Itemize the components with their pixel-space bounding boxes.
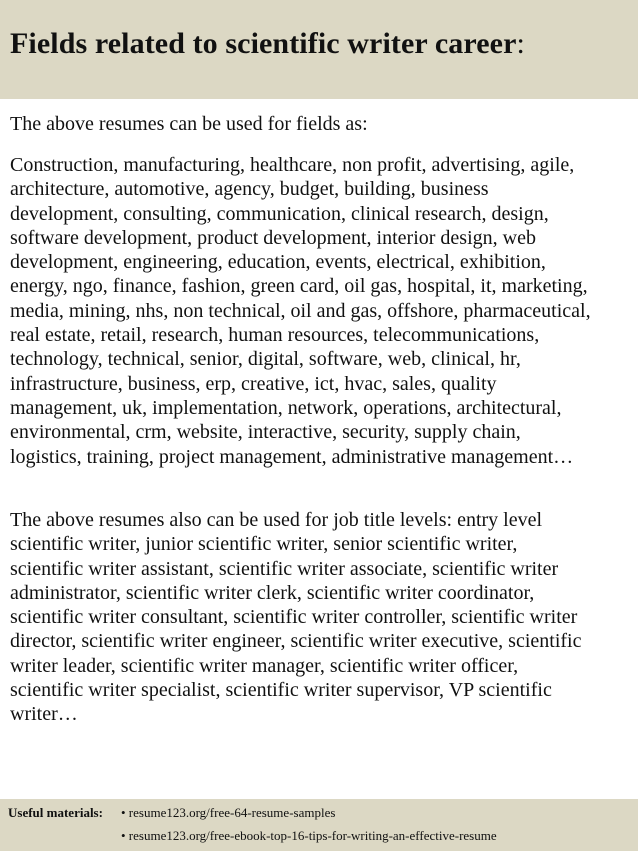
intro-text: The above resumes can be used for fields as: <box>10 113 368 135</box>
page-title: Fields related to scientific writer career: <box>10 27 525 60</box>
levels-line: The above resumes also can be used for job title levels: entry level <box>10 509 543 531</box>
fields-line: technology, technical, senior, digital, software, web, clinical, hr, <box>10 348 521 371</box>
job-levels-paragraph <box>10 508 635 727</box>
levels-line: scientific writer consultant, scientific writer controller, scientific writer <box>10 606 578 629</box>
fields-line: development, engineering, education, events, electrical, exhibition, <box>10 251 546 274</box>
levels-line: writer… <box>10 703 78 726</box>
fields-line: infrastructure, business, erp, creative, ict, hvac, sales, quality <box>10 372 497 395</box>
levels-line: scientific writer, junior scientific writer, senior scientific writer, <box>10 533 518 556</box>
ebook-tips-link[interactable]: • resume123.org/free-ebook-top-16-tips-for-writing-an-effective-resume <box>121 828 497 843</box>
fields-line: energy, ngo, finance, fashion, green card, oil gas, hospital, it, marketing, <box>10 275 588 298</box>
fields-line: media, mining, nhs, non technical, oil and gas, offshore, pharmaceutical, <box>10 299 591 322</box>
fields-line: real estate, retail, research, human resources, telecommunications, <box>10 324 540 347</box>
fields-line: architecture, automotive, agency, budget, building, business <box>10 178 489 201</box>
fields-line: logistics, training, project management, administrative management… <box>10 445 574 468</box>
resume-samples-link[interactable]: • resume123.org/free-64-resume-samples <box>121 805 336 820</box>
levels-line: scientific writer specialist, scientific writer supervisor, VP scientific <box>10 679 552 702</box>
levels-line: writer leader, scientific writer manager, scientific writer officer, <box>10 654 519 677</box>
useful-materials-label: Useful materials: <box>8 805 103 820</box>
levels-line: director, scientific writer engineer, scientific writer executive, scientific <box>10 630 582 653</box>
levels-line: scientific writer assistant, scientific writer associate, scientific writer <box>10 557 559 580</box>
levels-line: administrator, scientific writer clerk, scientific writer coordinator, <box>10 581 535 604</box>
fields-line: management, uk, implementation, network, operations, architectural, <box>10 396 562 419</box>
fields-line: environmental, crm, website, interactive, security, supply chain, <box>10 421 521 444</box>
title-banner <box>0 0 638 99</box>
fields-line: Construction, manufacturing, healthcare, non profit, advertising, agile, <box>10 154 575 176</box>
useful-materials-footer <box>0 799 638 851</box>
fields-line: software development, product development, interior design, web <box>10 226 536 249</box>
fields-line: development, consulting, communication, clinical research, design, <box>10 202 549 225</box>
fields-paragraph <box>10 153 635 469</box>
